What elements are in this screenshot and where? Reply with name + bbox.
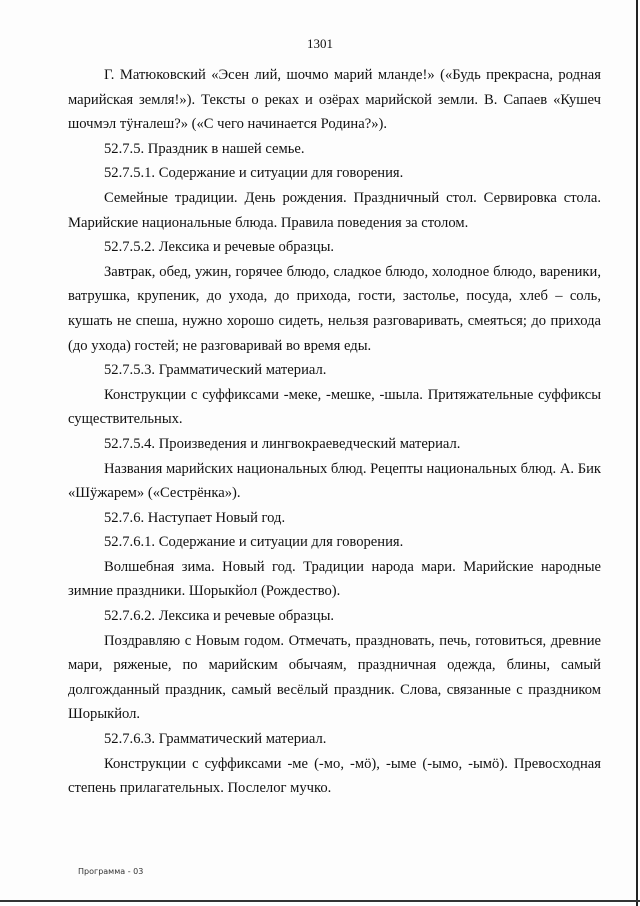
paragraph: 52.7.5.3. Грамматический материал. (104, 362, 327, 379)
paragraph: Названия марийских национальных блюд. Рецепты национальных блюд. А. Бик «Шӱжарем» («Сестрёнка»). (68, 460, 601, 502)
paragraph: Поздравляю с Новым годом. Отмечать, праздновать, печь, готовиться, древние мари, ряженые, по марийским обычаям, праздничная одежда, блины, самый долгожданный праздник, самый весёлый праздник. Слова, связанные с праздником Шорыкйол. (68, 632, 601, 723)
paragraph: 52.7.6. Наступает Новый год. (104, 509, 286, 526)
paragraph: 52.7.5. Праздник в нашей семье. (104, 140, 305, 157)
paragraph: Волшебная зима. Новый год. Традиции народа мари. Марийские народные зимние праздники. Шорыкйол (Рождество). (68, 558, 601, 600)
paragraph: 52.7.5.4. Произведения и лингвокраеведческий материал. (104, 435, 461, 452)
paragraph: 52.7.6.2. Лексика и речевые образцы. (104, 608, 335, 625)
scan-edge-right (636, 0, 638, 906)
paragraph: Завтрак, обед, ужин, горячее блюдо, сладкое блюдо, холодное блюдо, вареники, ватрушка, крупеник, до ухода, до прихода, гости, застолье, посуда, хлеб – соль, кушать не спеша, нужно хорошо сидеть, нельзя разговаривать, смеяться; до прихода (до ухода) гостей; не разговаривай во время еды. (68, 263, 601, 354)
document-body (68, 63, 601, 801)
footer-label: Программа - 03 (78, 867, 144, 876)
paragraph: Конструкции с суффиксами -меке, -мешке, -шыла. Притяжательные суффиксы существительных. (68, 386, 601, 428)
paragraph: 52.7.6.3. Грамматический материал. (104, 731, 327, 748)
paragraph: 52.7.5.2. Лексика и речевые образцы. (104, 239, 335, 256)
paragraph: 52.7.6.1. Содержание и ситуации для говорения. (104, 534, 404, 551)
paragraph: Конструкции с суффиксами -ме (-мо, -мӧ), -ыме (-ымо, -ымӧ). Превосходная степень прилагательных. Послелог мучко. (68, 755, 601, 797)
paragraph: 52.7.5.1. Содержание и ситуации для говорения. (104, 165, 404, 182)
paragraph: Семейные традиции. День рождения. Праздничный стол. Сервировка стола. Марийские национальные блюда. Правила поведения за столом. (68, 189, 601, 231)
page-number: 1301 (307, 36, 333, 51)
scan-edge-bottom (0, 900, 640, 902)
paragraph: Г. Матюковский «Эсен лий, шочмо марий мланде!» («Будь прекрасна, родная марийская земля!»). Тексты о реках и озёрах марийской земли. В. Сапаев «Кушеч шочмэл тӱҥалеш?» («С чего начинается Родина?»). (68, 67, 601, 133)
